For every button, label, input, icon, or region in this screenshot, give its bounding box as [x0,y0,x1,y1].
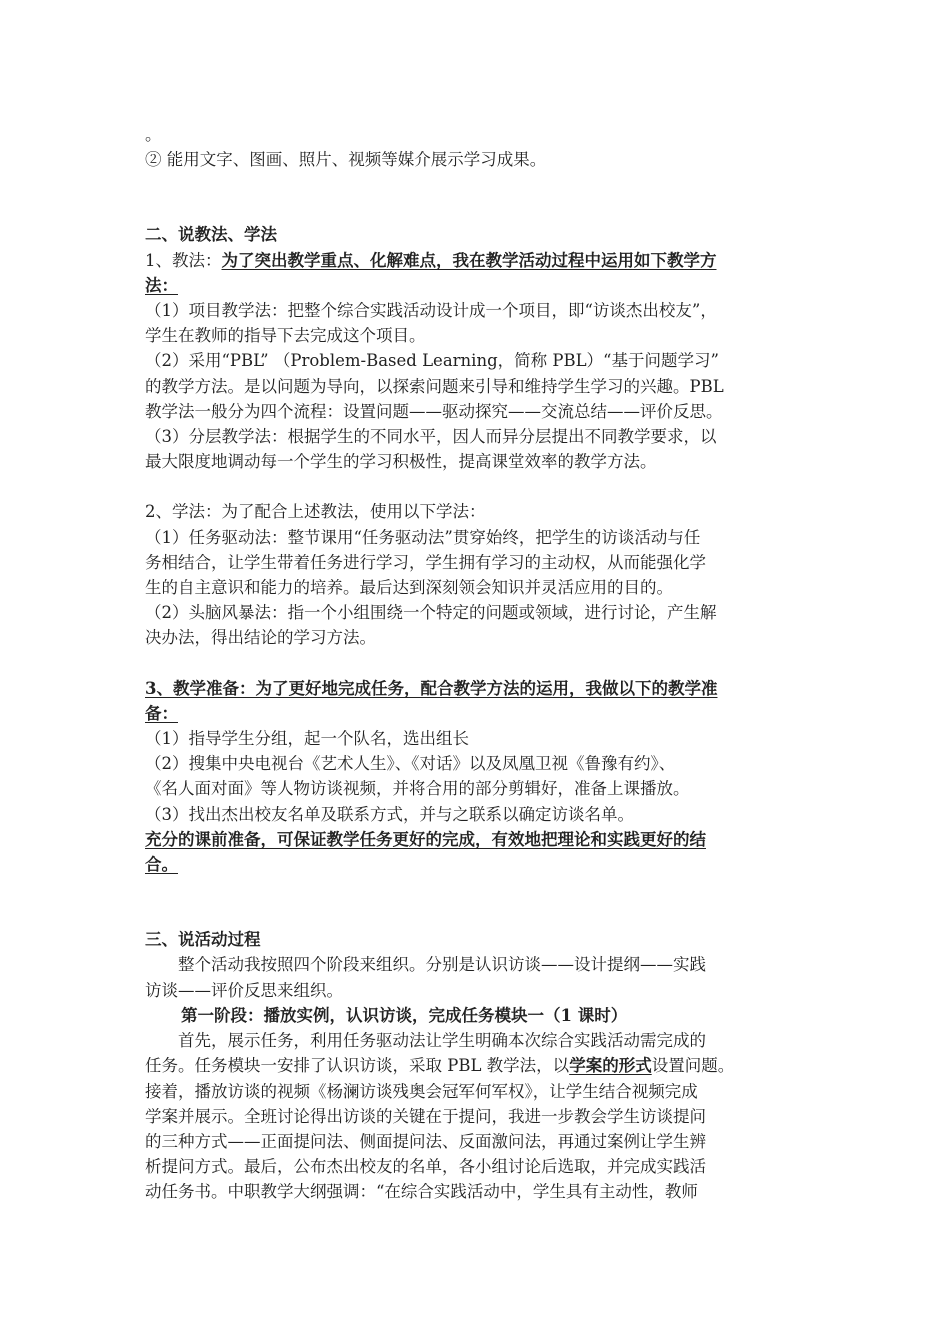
document-page [145,122,815,1205]
stage-one-body-line7: 动任务书。中职教学大纲强调：“在综合实践活动中，学生具有主动性，教师 [145,1182,698,1202]
stage-one-body-line2 [145,1053,815,1078]
teaching-method-intro-cont: 法： [145,275,178,295]
teaching-method-intro [145,248,815,273]
worksheet-form-emphasis: 学案的形式 [569,1056,652,1076]
stage-one-body-line2-start: 任务。任务模块一安排了认识访谈，采取 PBL 教学法，以 [145,1056,570,1076]
stage-one-body-line3: 接着，播放访谈的视频《杨澜访谈残奥会冠军何军权》，让学生结合视频完成 [145,1081,698,1101]
brainstorm-line1: （2）头脑风暴法：指一个小组围绕一个特定的问题或领域，进行讨论，产生解 [145,603,717,623]
prep-item-1: （1）指导学生分组，起一个队名，选出组长 [145,729,469,749]
learning-method-intro: 2、学法：为了配合上述教法，使用以下学法： [145,502,486,522]
process-overview-line1: 整个活动我按照四个阶段来组织。分别是认识访谈——设计提纲——实践 [178,955,706,975]
prep-conclusion-line2: 合。 [145,855,178,875]
prep-intro-line1: 3、教学准备：为了更好地完成任务，配合教学方法的运用，我做以下的教学准 [145,678,718,698]
prep-item-3: （3）找出杰出校友名单及联系方式，并与之联系以确定访谈名单。 [145,804,634,824]
stage-one-body-line4: 学案并展示。全班讨论得出访谈的关键在于提问，我进一步教会学生访谈提问 [145,1106,706,1126]
pbl-method-line1: （2）采用“PBL” （Problem-Based Learning，简称 PBL）“基于问题学习” [145,351,719,371]
teaching-method-intro-emphasis: 为了突出教学重点、化解难点，我在教学活动过程中运用如下教学方 [221,250,717,270]
stage-one-title: 第一阶段：播放实例，认识访谈，完成任务模块一（1 课时） [181,1005,628,1025]
task-driven-line2: 务相结合，让学生带着任务进行学习，学生拥有学习的主动权，从而能强化学 [145,552,706,572]
stray-period: 。 [145,125,162,144]
media-goal-item: ② 能用文字、图画、照片、视频等媒介展示学习成果。 [145,150,547,170]
tiered-method-line1: （3）分层教学法：根据学生的不同水平，因人而异分层提出不同教学要求，以 [145,427,717,447]
stage-one-body-line2-end: 设置问题。 [651,1056,735,1076]
teaching-method-prefix: 1、教法： [145,250,222,270]
prep-intro-line2: 备： [145,703,178,723]
spacer [145,172,815,222]
section-two-heading: 二、说教法、学法 [145,225,277,245]
prep-item-2-line2: 《名人面对面》等人物访谈视频，并将合用的部分剪辑好，准备上课播放。 [145,779,690,799]
pbl-method-line2: 的教学方法。是以问题为导向，以探索问题来引导和维持学生学习的兴趣。PBL [145,376,724,396]
pbl-method-line3: 教学法一般分为四个流程：设置问题——驱动探究——交流总结——评价反思。 [145,401,723,421]
prep-item-2-line1: （2）搜集中央电视台《艺术人生》、《对话》以及凤凰卫视《鲁豫有约》、 [145,754,676,774]
task-driven-line1: （1）任务驱动法：整节课用“任务驱动法”贯穿始终，把学生的访谈活动与任 [145,527,701,547]
section-three-heading: 三、说活动过程 [145,930,261,950]
spacer [145,651,815,676]
project-method-line1: （1）项目教学法：把整个综合实践活动设计成一个项目，即“访谈杰出校友”， [145,301,717,321]
spacer [145,474,815,499]
stage-one-body-line6: 析提问方式。最后，公布杰出校友的名单，各小组讨论后选取，并完成实践活 [145,1157,706,1177]
process-overview-line2: 访谈——评价反思来组织。 [145,980,343,1000]
tiered-method-line2: 最大限度地调动每一个学生的学习积极性，提高课堂效率的教学方法。 [145,452,657,472]
spacer [145,877,815,927]
stage-one-body-line5: 的三种方式——正面提问法、侧面提问法、反面激问法，再通过案例让学生辨 [145,1131,706,1151]
task-driven-line3: 生的自主意识和能力的培养。最后达到深刻领会知识并灵活应用的目的。 [145,578,673,598]
project-method-line2: 学生在教师的指导下去完成这个项目。 [145,326,426,346]
stage-one-body-line1: 首先，展示任务，利用任务驱动法让学生明确本次综合实践活动需完成的 [178,1031,706,1051]
prep-conclusion-line1: 充分的课前准备，可保证教学任务更好的完成，有效地把理论和实践更好的结 [145,829,706,849]
brainstorm-line2: 决办法，得出结论的学习方法。 [145,628,376,648]
